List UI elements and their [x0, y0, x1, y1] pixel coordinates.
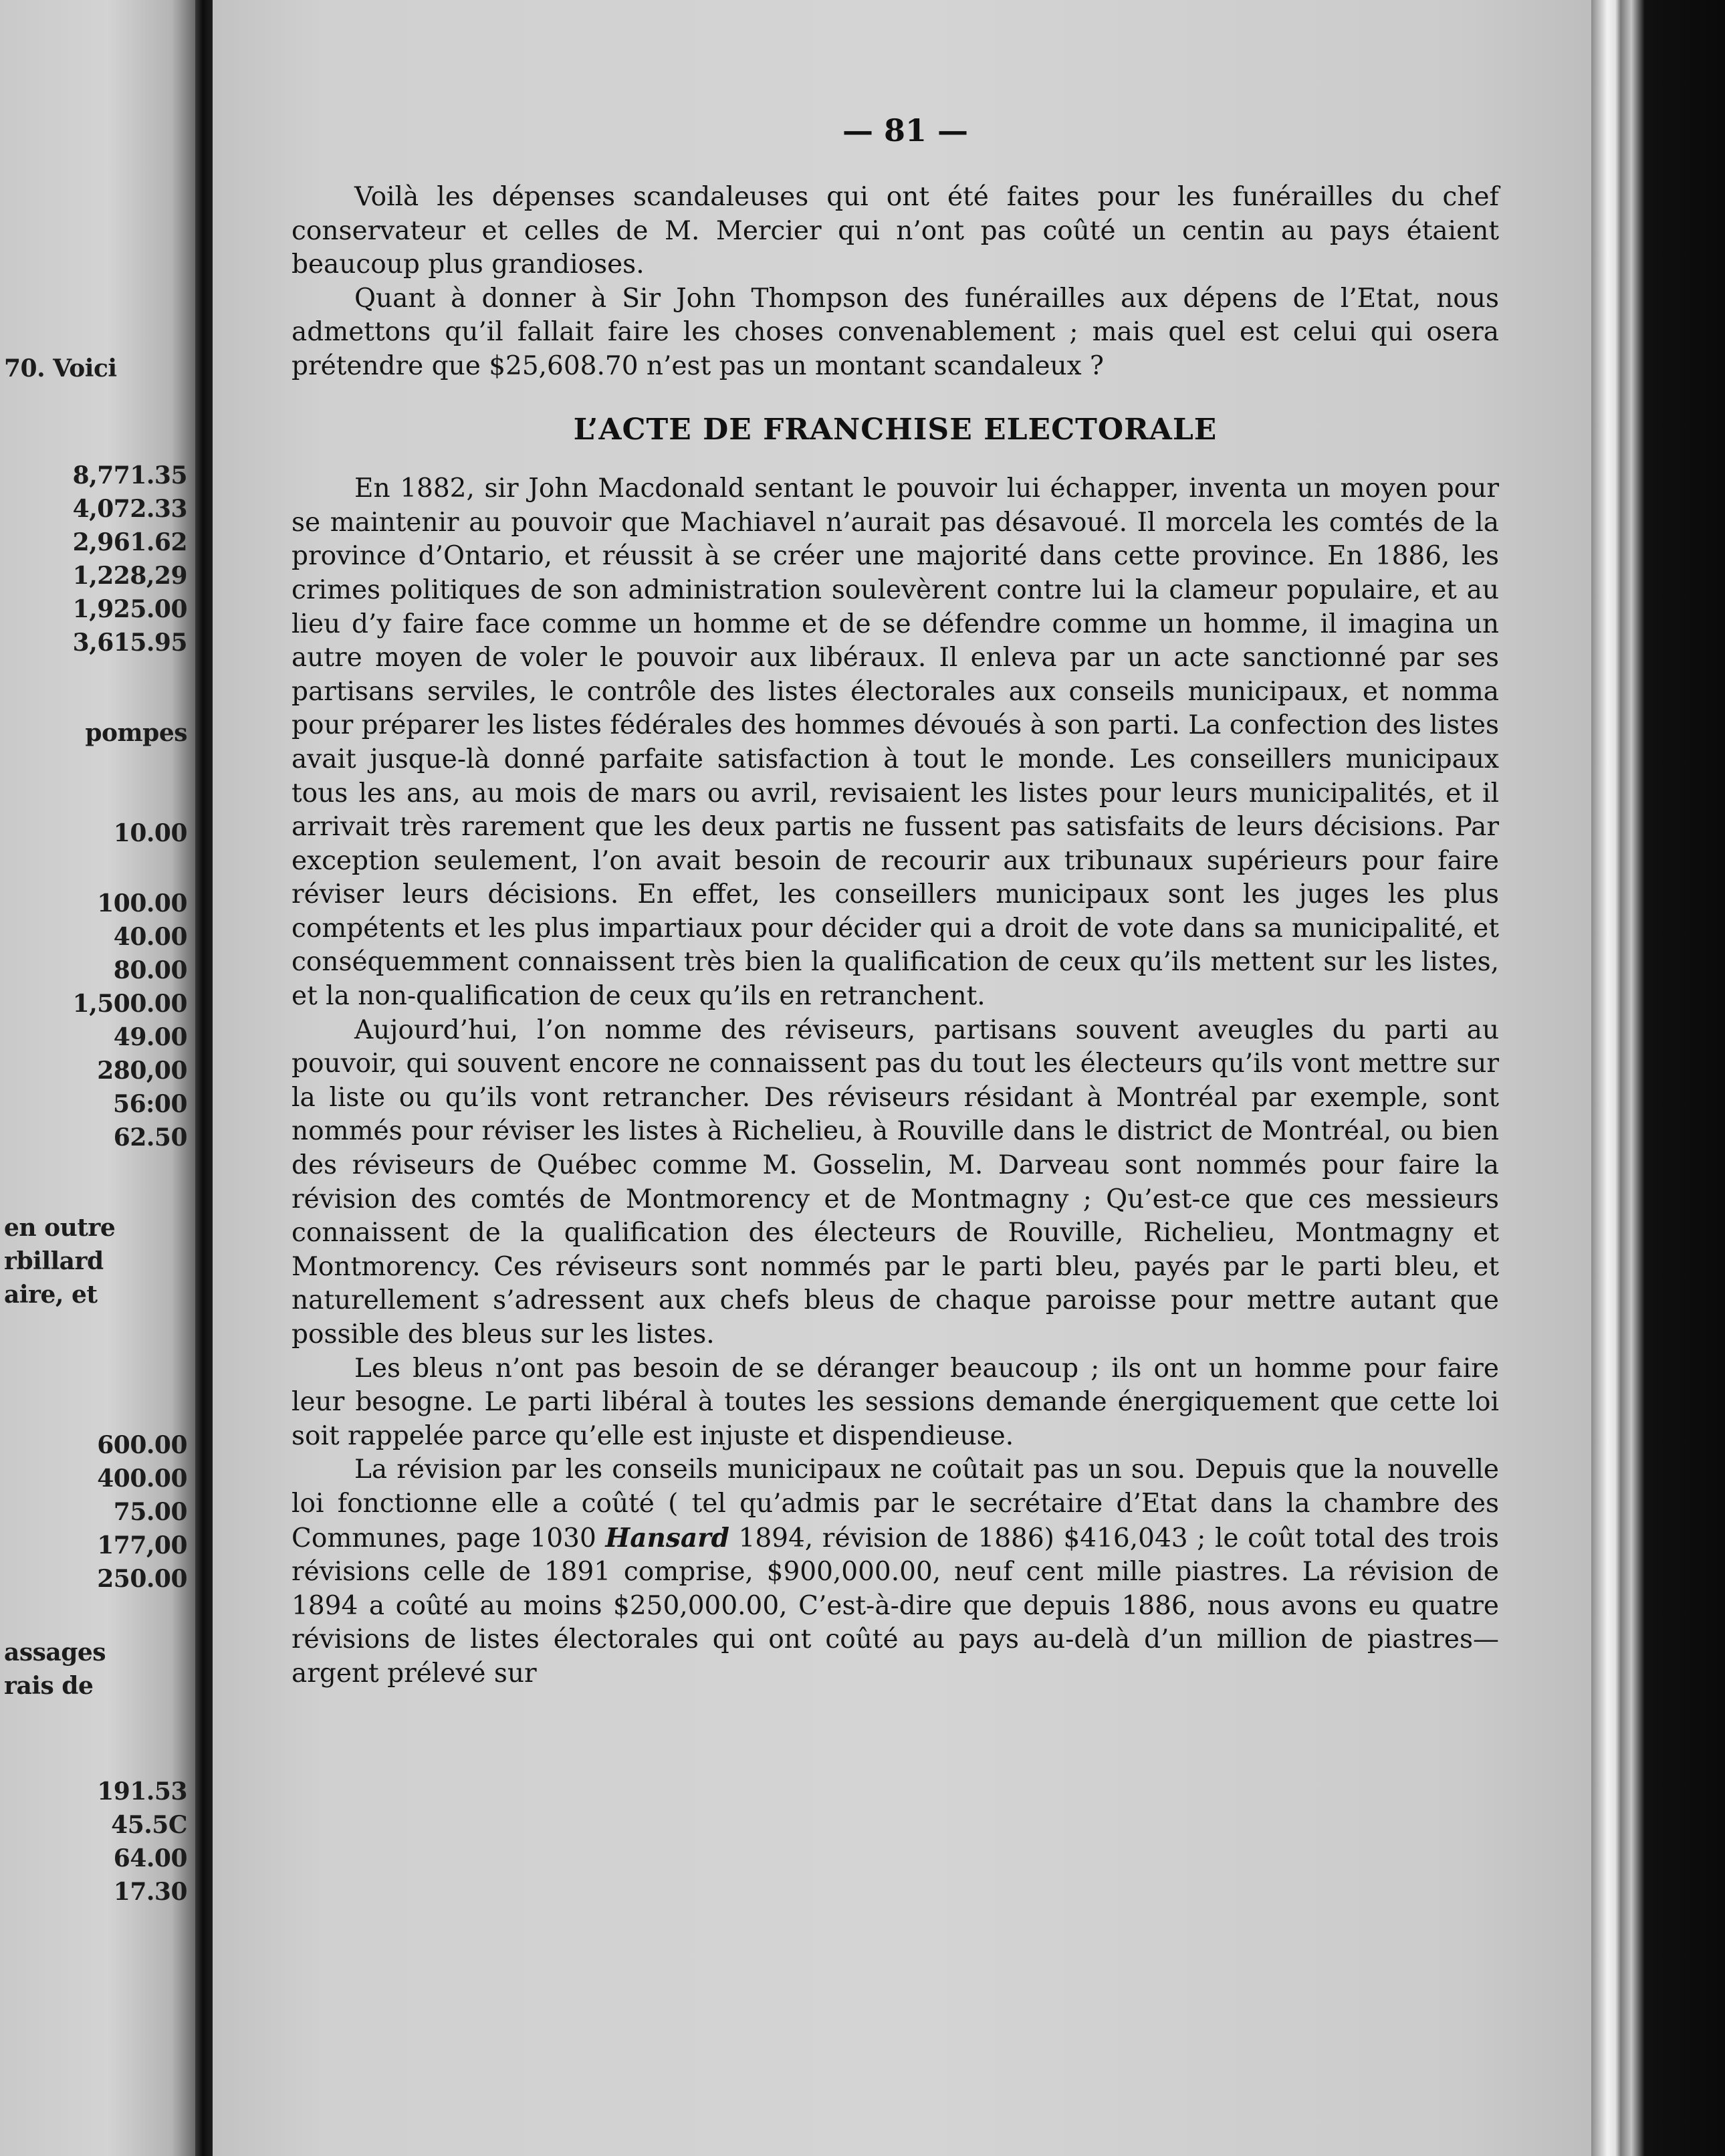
- section-heading: L’ACTE DE FRANCHISE ELECTORALE: [573, 412, 1218, 447]
- previous-page-line: 3,615.95: [72, 629, 187, 657]
- page-body: [292, 181, 1499, 1691]
- previous-page-line: 250.00: [97, 1565, 187, 1593]
- previous-page-line: 1,500.00: [72, 990, 187, 1018]
- previous-page-fragment: [0, 0, 195, 2156]
- previous-page-line: 280,00: [97, 1057, 187, 1085]
- previous-page-line: 100.00: [97, 889, 187, 918]
- previous-page-line: 4,072.33: [72, 495, 187, 523]
- paragraph-cout-revision: [292, 1453, 1499, 1691]
- previous-page-line: en outre: [4, 1214, 116, 1242]
- previous-page-line: 56:00: [113, 1090, 187, 1118]
- previous-page-line: assages: [4, 1638, 106, 1666]
- previous-page-line: 62.50: [113, 1123, 187, 1152]
- previous-page-line: 64.00: [113, 1844, 187, 1872]
- previous-page-line: aire, et: [4, 1281, 98, 1309]
- previous-page-line: 1,925.00: [72, 595, 187, 623]
- previous-page-line: 2,961.62: [72, 528, 187, 556]
- previous-page-line: 10.00: [113, 819, 187, 847]
- previous-page-line: 75.00: [113, 1498, 187, 1526]
- previous-page-line: 1,228,29: [72, 562, 187, 590]
- paragraph-reviseurs: Aujourd’hui, l’on nomme des réviseurs, partisans souvent aveugles du parti au pouvoir, qui souvent encore ne connaissent pas du tout les électeurs qu’ils vont mettre sur la liste ou qu’ils vont retrancher. Des réviseurs résidant à Montréal par exemple, sont nommés pour réviser les listes à Richelieu, à Rouville dans le district de Montréal, ou bien des réviseurs de Québec comme M. Gosselin, M. Darveau sont nommés pour faire la révision des comtés de Montmorency et de Montmagny ; Qu’est-ce que ces messieurs connaissent de la qualification des électeurs de Rouville, Richelieu, Montmagny et Montmorency. Ces réviseurs sont nommés par le parti bleu, payés par le parti bleu, et naturellement s’adressent aux chefs bleus de chaque paroisse pour mettre autant que possible des bleus sur les listes.: [292, 1014, 1499, 1350]
- paragraph-macdonald: En 1882, sir John Macdonald sentant le pouvoir lui échapper, inventa un moyen pour se maintenir au pouvoir que Machiavel n’aurait pas désavoué. Il morcela les comtés de la province d’Ontario, et réussit à se créer une majorité dans cette province. En 1886, les crimes politiques de son administration soulevèrent contre lui la clameur populaire, et au lieu d’y faire face comme un homme et de se défendre comme un homme, il imagina un autre moyen de voler le pouvoir aux libéraux. Il enleva par un acte sanctionné par ses partisans serviles, le contrôle des listes électorales aux conseils municipaux, et nomma pour préparer les listes fédérales des hommes dévoués à son parti. La confection des listes avait jusque-là donné parfaite satisfaction à tout le monde. Les conseillers municipaux tous les ans, au mois de mars ou avril, revisaient les listes pour leurs municipalités, et il arrivait très rarement que les deux partis ne fussent pas satisfaits de leurs décisions. Par exception seulement, l’on avait besoin de recourir aux tribunaux supérieurs pour faire réviser leurs décisions. En effet, les conseillers municipaux sont les juges les plus compétents et les plus impartiaux pour décider qui a droit de vote dans sa municipalité, et conséquemment connaissent très bien la qualification de ceux qu’ils mettent sur les listes, et la non-qualification de ceux qu’ils en retranchent.: [292, 473, 1499, 1012]
- paragraph-funerailles-1: Voilà les dépenses scandaleuses qui ont été faites pour les funérailles du chef conservateur et celles de M. Mercier qui n’ont pas coûté un centin au pays étaient beaucoup plus grandioses.: [292, 182, 1499, 280]
- previous-page-line: 45.5C: [111, 1811, 187, 1839]
- previous-page-line: pompes: [85, 719, 187, 747]
- previous-page-line: rais de: [4, 1672, 94, 1700]
- paragraph-cout-revision-part1: La révision par les conseils municipaux ne coûtait pas un sou. Depuis que la nouvelle loi fonctionne elle a coûté ( tel qu’admis par le secrétaire d’Etat dans la chambre des Communes, page 1030: [292, 1454, 1499, 1553]
- paragraph-funerailles-2: Quant à donner à Sir John Thompson des funérailles aux dépens de l’Etat, nous admettons qu’il fallait faire les choses convenablement ; mais quel est celui qui osera prétendre que $25,608.70 n’est pas un montant scandaleux ?: [292, 283, 1499, 381]
- previous-page-line: rbillard: [4, 1247, 104, 1275]
- page-number: — 81 —: [842, 112, 969, 148]
- previous-page-line: 40.00: [113, 923, 187, 951]
- paragraph-bleus: Les bleus n’ont pas besoin de se déranger beaucoup ; ils ont un homme pour faire leur besogne. Le parti libéral à toutes les sessions demande énergiquement que cette loi soit rappelée parce qu’elle est injuste et dispendieuse.: [292, 1353, 1499, 1451]
- previous-page-line: 177,00: [97, 1531, 187, 1559]
- previous-page-line: 400.00: [97, 1465, 187, 1493]
- previous-page-line: 600.00: [97, 1431, 187, 1459]
- previous-page-line: 17.30: [113, 1878, 187, 1906]
- hansard-citation: Hansard: [605, 1522, 729, 1553]
- previous-page-line: 191.53: [97, 1777, 187, 1806]
- previous-page-line: 70. Voici: [4, 354, 117, 383]
- previous-page-line: 8,771.35: [72, 461, 187, 490]
- paragraph-cout-revision-part2: 1894, révision de 1886) $416,043 ; le coût total des trois révisions celle de 1891 comprise, $900,000.00, neuf cent mille piastres. La révision de 1894 a coûté au moins $250,000.00, C’est-à-dire que depuis 1886, nous avons eu quatre révisions de listes électorales qui ont coûté au pays au-delà d’un million de piastres—argent prélevé sur: [292, 1523, 1499, 1689]
- previous-page-line: 49.00: [113, 1023, 187, 1051]
- book-gutter: [195, 0, 214, 2156]
- previous-page-line: 80.00: [113, 956, 187, 984]
- book-page: [213, 0, 1598, 2156]
- page-stack-edge: [1591, 0, 1725, 2156]
